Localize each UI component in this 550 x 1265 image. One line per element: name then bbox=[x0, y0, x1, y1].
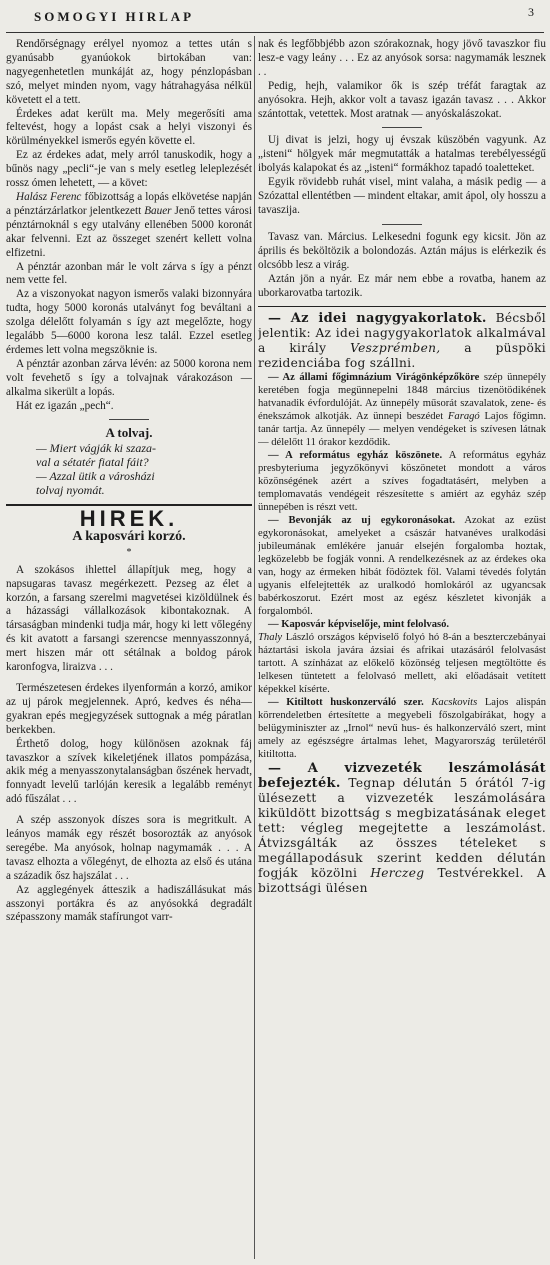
news-item bbox=[258, 371, 546, 449]
news-headline: — Az idei nagygyakorlatok. bbox=[268, 311, 487, 327]
paragraph-text: főbizottság a lopás elkövetése napján a pénztárzárlatkor jelentkezett bbox=[6, 190, 252, 217]
paragraph-text: Jenő tettes városi pénztárnoknál s egy utalvány ellenében 5000 koronát akar felvenni. Ezt az összeget szenért kellett volna elfizetni. bbox=[6, 204, 252, 259]
paragraph: Ez az érdekes adat, mely arról tanuskodik, hogy a bűnös nagy „pecli“-je van s mely esetleg leleplezését rossz ómen lehetett, — a követ: bbox=[6, 149, 252, 190]
paragraph: Rendőrségnagy erélyel nyomoz a tettes után s gyanúsabb gyanúokok birtokában van: nagyegenhetetlen munkáját az, hogy pénzlopásban szó, melyet minden nyom, vagy hátrahagyása nélkül követett el a tett. bbox=[6, 38, 252, 106]
asterism: * bbox=[126, 546, 132, 558]
left-column bbox=[6, 38, 252, 1257]
paragraph: Természetesen érdekes ilyenformán a korzó, amikor az uj párok megjelennek. Apró, kedves és néha—gyakran epés megjegyzések suttognak a még páratlan berkekben. bbox=[6, 681, 252, 736]
person-name: Halász Ferenc bbox=[16, 190, 82, 203]
person-name: Kacskovits bbox=[431, 697, 478, 709]
news-headline: — Kaposvár képviselője, mint felolvasó. bbox=[268, 619, 450, 631]
news-text: Bécsből jelentik: Az idei nagygyakorlatok alkalmával a király bbox=[258, 311, 546, 356]
paragraph: A pénztár azonban zárva lévén: az 5000 korona nem volt fevehető s így a tolvajnak várakozáson — alkalma sikerült a lopás. bbox=[6, 357, 252, 398]
news-headline: — Bevonják az uj egykoronásokat. bbox=[268, 515, 456, 527]
poem-line: — Azzal ütik a városházi bbox=[36, 469, 155, 484]
paragraph: Érdekes adat került ma. Mely megerősíti ama feltevést, hogy a lopást csak a helyi viszonyi és körülményekkel ismerős egyén követte el. bbox=[6, 107, 252, 148]
poem-line: val a sétatér fiatal fáit? bbox=[36, 455, 149, 470]
news-item bbox=[258, 696, 546, 761]
page-header bbox=[0, 0, 550, 34]
news-item bbox=[258, 618, 546, 696]
news-text: A református egyház presbyteriuma jegyzőkönyvi köszönetet mondott a város közönségének azért a szíves fogadtatásért, melyben a templomavatás vendégeit részesítette s amiért az egyház szép ünnepében is részt vett. bbox=[258, 450, 546, 514]
paragraph: Pedig, hejh, valamikor ők is szép tréfát faragtak az anyósokra. Hejh, akkor volt a tavasz igazán tavasz . . . Akkor szántottak, vetettek. Most aratnak — anyóskalászokat. bbox=[258, 79, 546, 120]
separator bbox=[382, 224, 422, 225]
article-title: A kaposvári korzó. bbox=[72, 528, 186, 544]
paragraph: nak és legfőbbjébb azon szórakoznak, hogy jövő tavaszkor fiu lesz-e vagy leány . . . Ez az anyósok sorsa: nagymamák lesznek . . bbox=[258, 38, 546, 78]
right-column bbox=[258, 38, 546, 1257]
poem-line: tolvaj nyomát. bbox=[36, 483, 105, 498]
news-item bbox=[258, 311, 546, 371]
place-name: Veszprémben, bbox=[350, 341, 441, 356]
column-divider bbox=[254, 36, 255, 1259]
news-item bbox=[258, 514, 546, 618]
news-headline: — A református egyház köszönete. bbox=[268, 450, 443, 462]
news-text: Lajos főgimn. tanár tartja. Az ünnepély — melyen vendégeket is szívesen látnak — délelőtt 11 órakor kezdődik. bbox=[258, 411, 546, 449]
newspaper-masthead: SOMOGYI HIRLAP bbox=[34, 9, 195, 24]
person-name: Thaly bbox=[258, 632, 283, 644]
news-text: Azokat az ezüst egykoronásokat, amelyeket a császár hatvanéves uralkodási jubileumának emlékére január elsején forgalomba hoztak, legközelebb be fogják vonni. A rendelkezésnek az az érdekes oka van, hogy az érmeken hibát födöztek föl. Valami tévedés folytán ugyanis elfelejtették az uralkodó homlokáról az ugyancsak babérkoszorut. Ezért most az egész készletet kivonják a forgalomból. bbox=[258, 515, 546, 618]
news-item bbox=[258, 761, 546, 896]
poem bbox=[6, 442, 252, 498]
news-headline: — A vizvezeték leszámolását befejezték. bbox=[258, 761, 546, 792]
paragraph: Az a viszonyokat nagyon ismerős valaki bizonnyára tudta, hogy 5000 koronás utalványt fog beváltani a szolga délelőtt folyamán s így azt megelőzte, hogy legalább 5—6000 korona lesz talál. Ezzel esetleg érdemes lett volna megszöknie is. bbox=[6, 288, 252, 356]
paragraph: Érthető dolog, hogy különösen azoknak fáj tavaszkor a szívek kikeletjének illatos pompázása, akik még a menyasszonytalanságban őszének hervadt, fonnyadt levelű tarlóján keresik a legalább reményt adó fűszálat . . . bbox=[6, 737, 252, 806]
news-headline: — Az állami főgimnázium Virágönképzőköre bbox=[268, 372, 480, 384]
company-name: Herczeg bbox=[370, 866, 425, 881]
paragraph: A szokásos ihlettel állapítjuk meg, hogy a napsugaras tavasz megérkezett. Pezseg az élet a korzón, a farsang szerelmi magvetései kizöldülnek és a házassági vállalkozások kibontakoznak. A társaságban mindenki tudja már, hogy ki lett vőlegény és kit avatott a farsangi szerencse mennyasszonnyá, mert hiszen már ott sétálnak a boldog párok karonfogva, liraizva . . . bbox=[6, 563, 252, 674]
separator bbox=[109, 419, 149, 420]
news-text: Testvérekkel. A bizottsági ülésen bbox=[258, 866, 546, 896]
poem-line: — Miert vágják ki szaza- bbox=[36, 441, 156, 456]
header-rule bbox=[6, 32, 544, 33]
news-text: László országos képviselő folyó hó 8-án a beszterczebányai háztartási iskola javára ázsiai és afrikai utazásáról felolvasást tartott. A színházat az előkelő közönség teljesen megtöltötte és lelkesen tüntetett a felolvasó mellett, aki előadásait vetített képekkel kísérte. bbox=[258, 632, 546, 696]
paragraph: A pénztár azonban már le volt zárva s így a pénzt nem vette fel. bbox=[6, 260, 252, 287]
person-name: Bauer bbox=[144, 204, 172, 217]
news-text: Tegnap délután 5 órától 7-ig ülésezett a vizvezeték leszámolására kiküldött bizottság s megbizatásának eleget tett: végleg megejtette a leszámolást. Átvizsgálták az összes tételeket s megállapodásuk szerint kedden délután fogják közölni bbox=[258, 776, 546, 881]
news-text: szép ünnepély keretében fogja megünnepelni 1848 március tizenötödikének hatvanadik évfordulóját. Az ünnepély műsorát szavalatok, zene- és énekszámok alkotják. Az ünnepi beszédet bbox=[258, 372, 546, 423]
paragraph: Aztán jön a nyár. Ez már nem ebbe a rovatba, hanem az uborkarovatba tartozik. bbox=[258, 272, 546, 299]
section-title-hirek: HIREK. bbox=[79, 506, 179, 531]
section-rule bbox=[258, 306, 546, 307]
paragraph: Az agglegények átteszik a hadiszállásukat más asszonyi portákra és az anyósokká degradált szépasszony mamák stafírungot varr- bbox=[6, 883, 252, 924]
paragraph bbox=[6, 191, 252, 261]
news-text: Lajos alispán körrendeletben értesítette a megyebeli főszolgabírákat, hogy a belügyminiszter az „Irnol“ nevű hus- és halkonzerváló szert, mint amely az egészségre ártalmas lehet, Magyarország területéről kitiltotta. bbox=[258, 697, 546, 761]
separator bbox=[382, 127, 422, 128]
paragraph: A szép asszonyok díszes sora is megritkult. A leányos mamák egy részét bosorozták az anyósok seregébe. Ma anyósok, holnap nagymamák . . . A tavasz elhozta a vőlegényt, de elhozta az első és utána a századik ősz hajszálat . . . bbox=[6, 814, 252, 882]
news-text: a püspöki rezidenciába fog szállni. bbox=[258, 341, 546, 371]
paragraph: Tavasz van. Március. Lelkesedni fogunk egy kicsit. Jön az április és beköltözik a bolondozás. Aztán május is elérkezik és olcsóbb lesz a virág. bbox=[258, 230, 546, 271]
news-headline: — Kitiltott huskonzerváló szer. bbox=[268, 697, 424, 709]
paragraph: Egyik rövidebb ruhát visel, mint valaha, a másik pedig — a Szózattal ellentétben — mindent eltakar, amit ápol, oly hosszu a tavaszija. bbox=[258, 176, 546, 216]
paragraph: Hát ez igazán „pech“. bbox=[16, 399, 114, 412]
paragraph: Uj divat is jelzi, hogy uj évszak küszöbén vagyunk. Az „isteni“ hölgyek már megmutatták a hatalmas terebélyességű ibolyás kalapokat és az „isteni“ formákhoz tapadó toaletteket. bbox=[258, 134, 546, 175]
page-number: 3 bbox=[528, 5, 534, 19]
article-title: A tolvaj. bbox=[105, 425, 153, 441]
person-name: Faragó bbox=[447, 411, 480, 423]
news-item bbox=[258, 449, 546, 514]
